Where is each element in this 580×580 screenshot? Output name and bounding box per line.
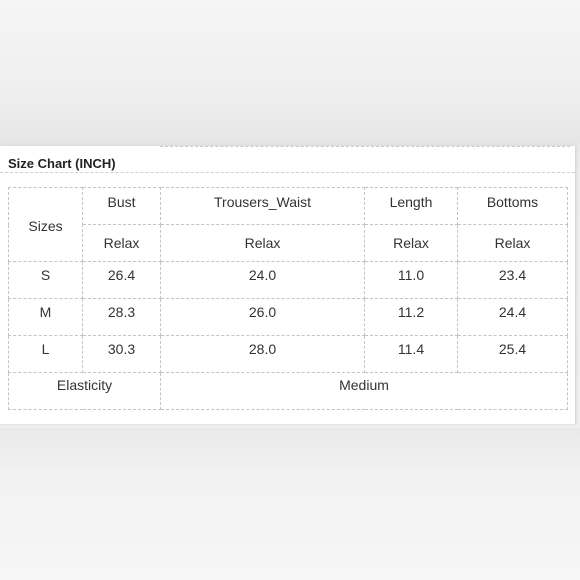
- table-header-row: [9, 188, 568, 225]
- table-cell: 28.0: [161, 336, 365, 373]
- chart-title: Size Chart (INCH): [8, 156, 116, 171]
- fit-bottoms: Relax: [458, 225, 568, 262]
- table-cell: 28.3: [83, 299, 161, 336]
- table-cell: 23.4: [458, 262, 568, 299]
- table-cell: 11.2: [365, 299, 458, 336]
- size-chart-panel: [0, 146, 576, 424]
- table-cell: 26.4: [83, 262, 161, 299]
- table-cell: 25.4: [458, 336, 568, 373]
- table-row: [9, 262, 568, 299]
- sizes-header: Sizes: [9, 188, 83, 262]
- size-label: M: [9, 299, 83, 336]
- panel-top-divider: [160, 146, 570, 147]
- table-row: [9, 336, 568, 373]
- header-trousers-waist: Trousers_Waist: [161, 188, 365, 225]
- table-cell: 24.4: [458, 299, 568, 336]
- elasticity-value: Medium: [161, 373, 568, 410]
- background-bottom: [0, 428, 580, 580]
- header-length: Length: [365, 188, 458, 225]
- table-cell: 11.4: [365, 336, 458, 373]
- background-top: [0, 0, 580, 145]
- table-cell: 26.0: [161, 299, 365, 336]
- table-subheader-row: [9, 225, 568, 262]
- fit-trousers-waist: Relax: [161, 225, 365, 262]
- size-label: L: [9, 336, 83, 373]
- header-bust: Bust: [83, 188, 161, 225]
- fit-length: Relax: [365, 225, 458, 262]
- title-divider: [0, 172, 575, 173]
- header-bottoms: Bottoms: [458, 188, 568, 225]
- elasticity-label: Elasticity: [9, 373, 161, 410]
- table-cell: 30.3: [83, 336, 161, 373]
- table-cell: 24.0: [161, 262, 365, 299]
- table-footer-row: [9, 373, 568, 410]
- size-label: S: [9, 262, 83, 299]
- fit-bust: Relax: [83, 225, 161, 262]
- table-cell: 11.0: [365, 262, 458, 299]
- size-table: [8, 187, 568, 410]
- table-row: [9, 299, 568, 336]
